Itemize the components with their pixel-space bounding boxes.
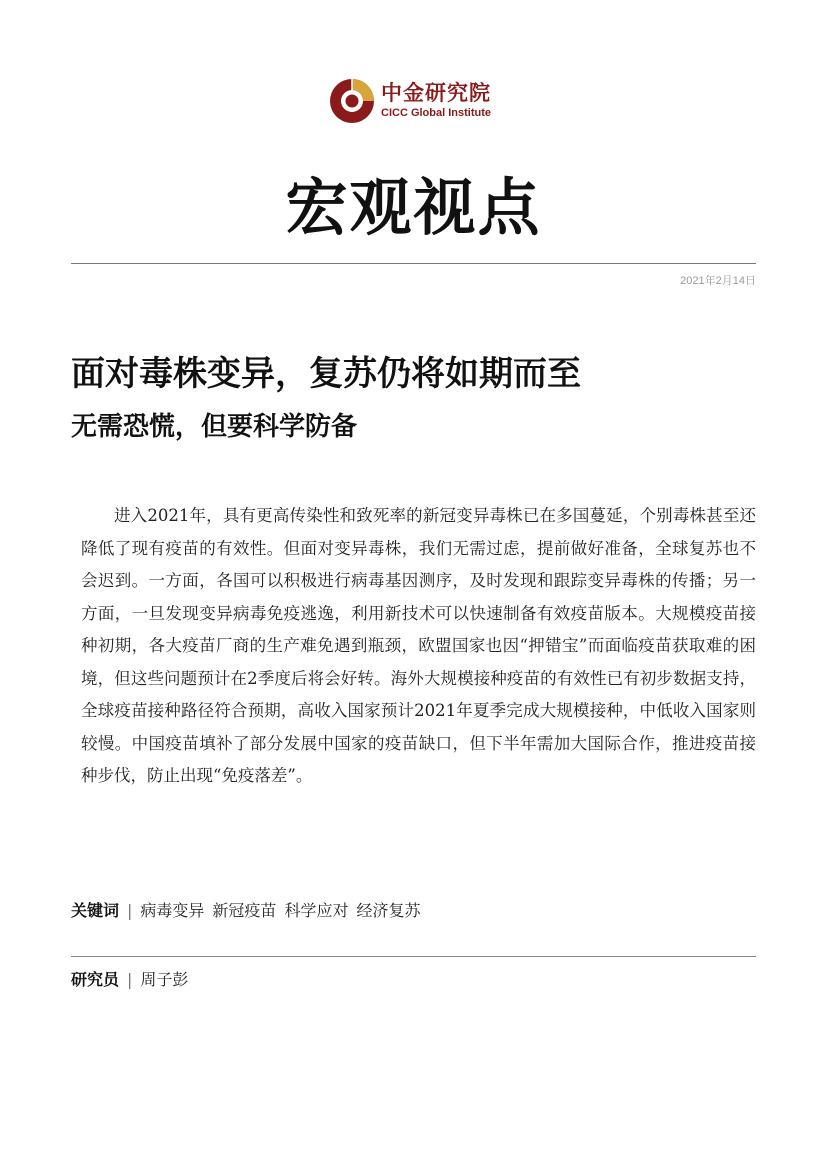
abstract-paragraph: 进入2021年，具有更高传染性和致死率的新冠变异毒株已在多国蔓延，个别毒株甚至还降低了现有疫苗的有效性。但面对变异毒株，我们无需过虑，提前做好准备，全球复苏也不会迟到。一方面，各国可以积极进行病毒基因测序，及时发现和跟踪变异毒株的传播；另一方面，一旦发现变异病毒免疫逃逸，利用新技术可以快速制备有效疫苗版本。大规模疫苗接种初期，各大疫苗厂商的生产难免遇到瓶颈，欧盟国家也因“押错宝”而面临疫苗获取难的困境，但这些问题预计在2季度后将会好转。海外大规模接种疫苗的有效性已有初步数据支持，全球疫苗接种路径符合预期，高收入国家预计2021年夏季完成大规模接种，中低收入国家则较慢。中国疫苗填补了部分发展中国家的疫苗缺口，但下半年需加大国际合作，推进疫苗接种步伐，防止出现“免疫落差”。: [81, 506, 756, 785]
keyword-item: 经济复苏: [356, 901, 421, 920]
keyword-item: 新冠疫苗: [212, 901, 277, 920]
cicc-logo-icon: [329, 78, 375, 124]
section-divider: [71, 956, 756, 957]
brand-name-cn: 中金研究院: [381, 81, 491, 105]
researcher-name: 周子彭: [140, 970, 189, 989]
report-title: 面对毒株变异，复苏仍将如期而至: [71, 354, 581, 394]
keywords-separator: |: [127, 901, 133, 920]
report-type-heading: 宏观视点: [285, 171, 542, 244]
keywords-label: 关键词: [71, 901, 120, 920]
publish-date: 2021年2月14日: [680, 275, 756, 287]
brand-name-en: CICC Global Institute: [381, 107, 491, 119]
keywords-row: [71, 898, 428, 921]
keyword-item: 病毒变异: [140, 901, 205, 920]
brand-logo: [329, 78, 491, 124]
report-subtitle: 无需恐慌，但要科学防备: [71, 412, 358, 442]
researcher-row: [71, 967, 188, 990]
researcher-label: 研究员: [71, 970, 120, 989]
keyword-item: 科学应对: [284, 901, 349, 920]
header-divider: [71, 263, 756, 264]
researcher-separator: |: [127, 970, 133, 989]
